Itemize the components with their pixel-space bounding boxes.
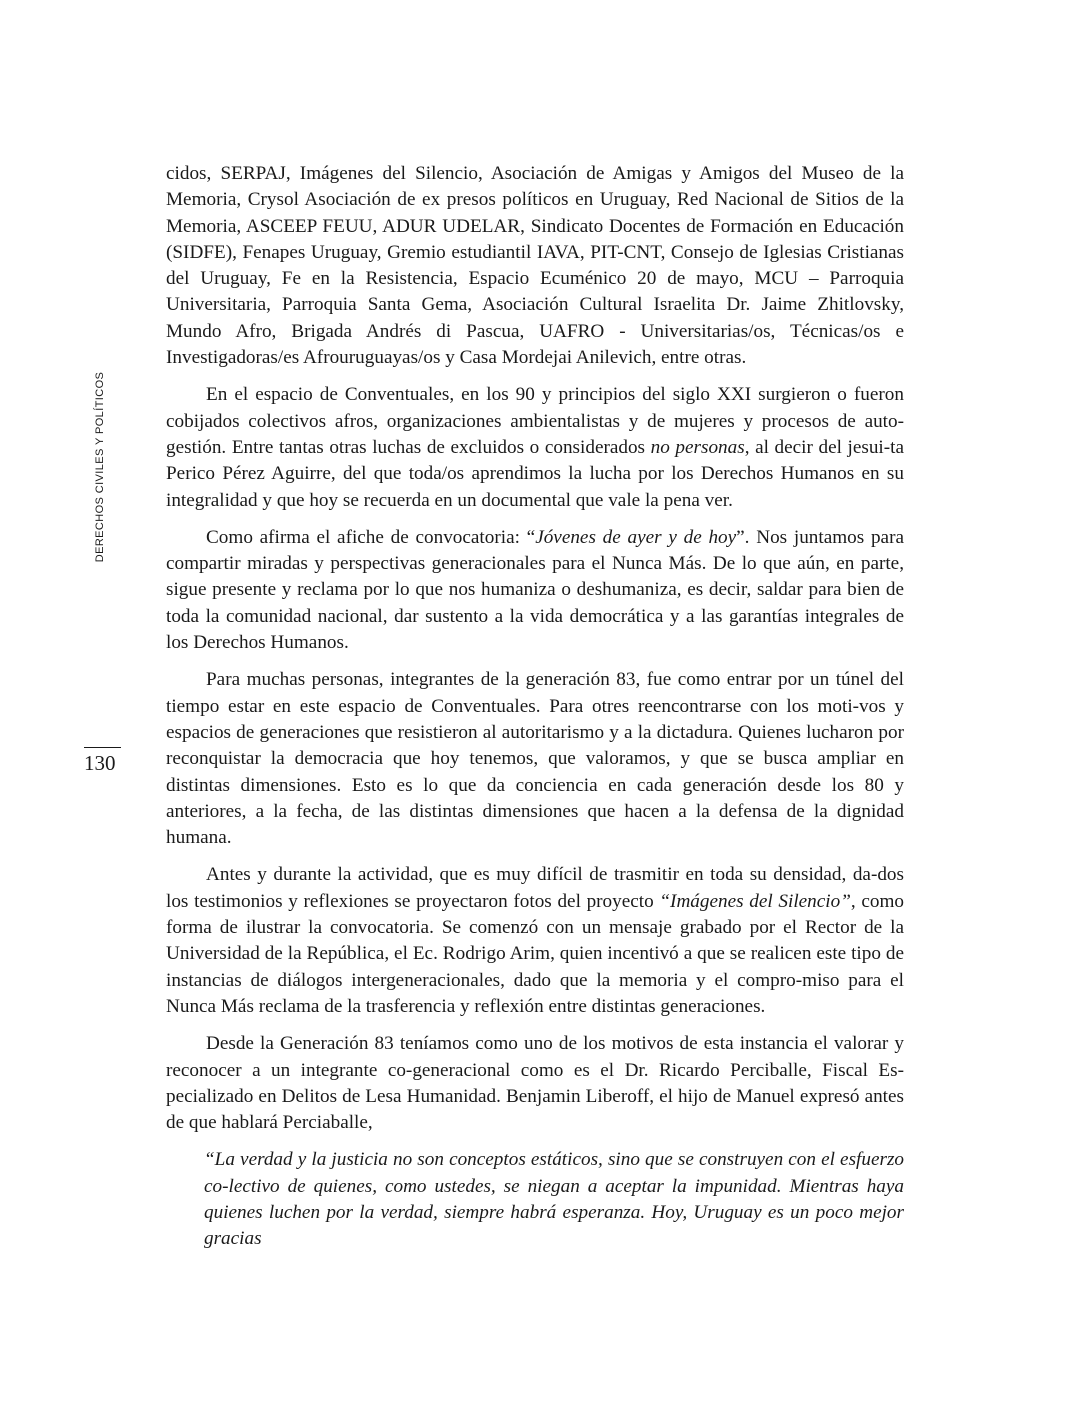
paragraph-4: Para muchas personas, integrantes de la generación 83, fue como entrar por un túnel del tiempo estar en este espacio de Conventuales. Para otres reencontrarse con los moti-vos y espacios de generaciones que resistieron al autoritarismo y a la dictadura. Quienes lucharon por reconquistar la democracia que hoy tenemos, que valoramos, y que se busca ampliar en distintas dimensiones. Esto es lo que da conciencia en cada generación desde los 80 y anteriores, a la fecha, de las distintas dimensiones que hacen a la defensa de la dignidad humana.: [166, 669, 904, 849]
paragraph-3-text-a: Como afirma el afiche de convocatoria: “: [206, 526, 536, 548]
body-text: [166, 161, 904, 1264]
paragraph-5: [166, 862, 904, 1020]
paragraph-2-emphasis: no personas: [650, 436, 745, 458]
paragraph-5-text-a: Antes y durante la actividad, que es muy difícil de trasmitir en toda su densidad, da-dos los testimonios y reflexiones se proyectaron fotos del proyecto: [166, 864, 904, 912]
section-side-label-text: DERECHOS CIVILES Y POLÍTICOS: [94, 371, 106, 563]
paragraph-3-emphasis: Jóvenes de ayer y de hoy: [535, 526, 737, 548]
paragraph-2-text-a: En el espacio de Conventuales, en los 90 y principios del siglo XXI surgieron o fueron cobijados colectivos afros, organizaciones ambientalistas y de mujeres y procesos de auto-gestión. Entre tantas otras luchas de excluidos o considerados: [166, 384, 904, 458]
paragraph-2-text-c: , al decir del jesui-ta Perico Pérez Aguirre, del que toda/os aprendimos la lucha por los Derechos Humanos en su integralidad y que hoy se recuerda en un documental que vale la pena ver.: [166, 436, 904, 511]
paragraph-1: cidos, SERPAJ, Imágenes del Silencio, Asociación de Amigas y Amigos del Museo de la Memoria, Crysol Asociación de ex presos políticos en Uruguay, Red Nacional de Sitios de la Memoria, ASCEEP FEUU, ADUR UDELAR, Sindicato Docentes de Formación en Educación (SIDFE), Fenapes Uruguay, Gremio estudiantil IAVA, PIT-CNT, Consejo de Iglesias Cristianas del Uruguay, Fe en la Resistencia, Espacio Ecuménico 20 de mayo, MCU – Parroquia Universitaria, Parroquia Santa Gema, Asociación Cultural Israelita Dr. Jaime Zhitlovsky, Mundo Afro, Brigada Andrés di Pascua, UAFRO - Universitarias/os, Técnicas/os e Investigadoras/es Afrouruguayas/os y Casa Mordejai Anilevich, entre otras.: [166, 163, 904, 369]
paragraph-3-text-c: ”. Nos juntamos para compartir miradas y perspectivas generacionales para el Nunca Más. De lo que aún, en parte, sigue presente y reclama por lo que nos humaniza o deshumaniza, es decir, saldar para bien de toda la comunidad nacional, dar sustento a la vida democrática y a las garantías integrales de los Derechos Humanos.: [166, 526, 904, 654]
paragraph-5-text-c: , como forma de ilustrar la convocatoria. Se comenzó con un mensaje grabado por el Rector de la Universidad de la República, el Ec. Rodrigo Arim, quien incentivó a que se realicen este tipo de instancias de diálogos intergeneracionales, dado que la memoria y el compro-miso para el Nunca Más reclama de la trasferencia y reflexión entre distintas generaciones.: [166, 890, 904, 1017]
paragraph-3: [166, 525, 904, 656]
paragraph-6: Desde la Generación 83 teníamos como uno de los motivos de esta instancia el valorar y reconocer a un integrante co-generacional como es el Dr. Ricardo Perciballe, Fiscal Es-pecializado en Delitos de Lesa Humanidad. Benjamin Liberoff, el hijo de Manuel expresó antes de que hablará Perciaballe,: [166, 1033, 904, 1134]
paragraph-2: [166, 382, 904, 513]
block-quote: “La verdad y la justicia no son conceptos estáticos, sino que se construyen con el esfuerzo co-lectivo de quienes, como ustedes, se niegan a aceptar la impunidad. Mientras haya quienes luchen por la verdad, siempre habrá esperanza. Hoy, Uruguay es un poco mejor gracias: [204, 1149, 904, 1250]
paragraph-5-emphasis: “Imágenes del Silencio”: [659, 890, 851, 912]
page-number: 130: [84, 751, 116, 775]
page-number-rule: [84, 747, 121, 748]
